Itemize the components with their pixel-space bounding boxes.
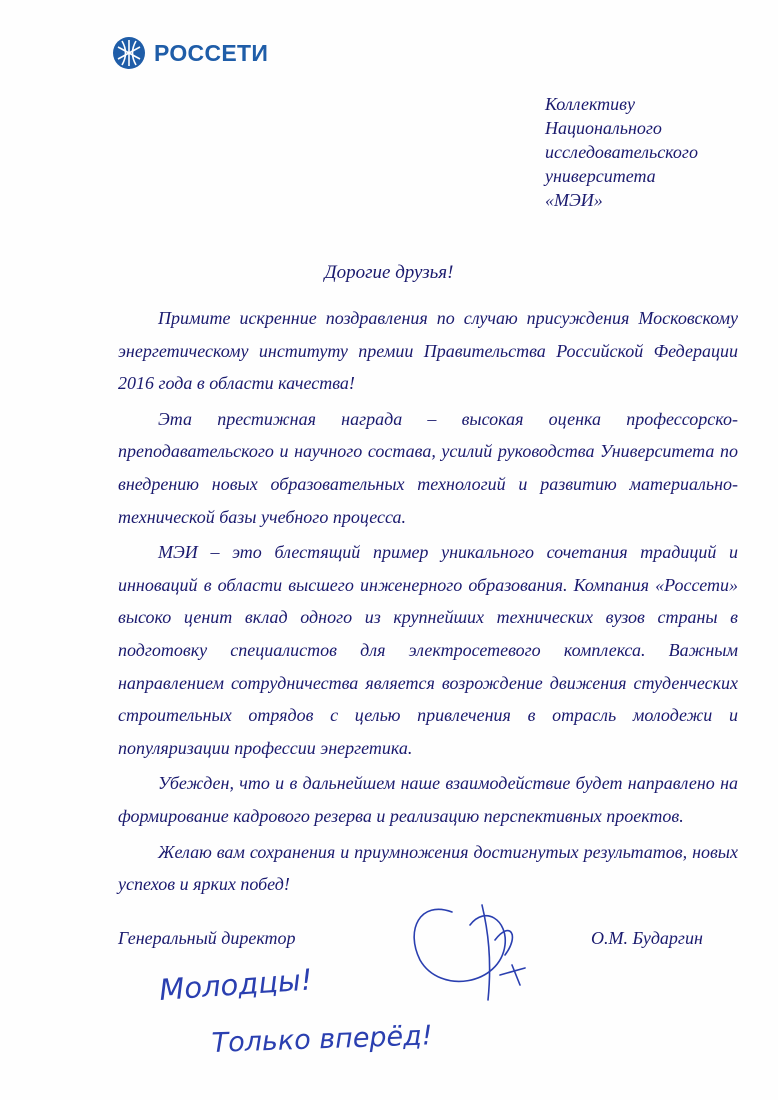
greeting: Дорогие друзья! [324,262,454,283]
company-logo [112,36,268,70]
body-paragraph: МЭИ – это блестящий пример уникального сочетания традиций и инноваций в области высшего инженерного образования. Компания «Россети» высоко ценит вклад одного из крупнейших технических вузов страны в подготовку специалистов для электросетевого комплекса. Важным направлением сотрудничества является возрождение движения студенческих строительных отрядов с целью привлечения в отрасль молодежи и популяризации профессии энергетика. [118,542,738,758]
addressee-line: Национального [545,118,662,138]
body-paragraph: Желаю вам сохранения и приумножения достигнутых результатов, новых успехов и ярких побед! [118,841,738,895]
addressee-line: Коллективу [545,94,635,114]
addressee-block [545,92,698,212]
body-paragraph: Убежден, что и в дальнейшем наше взаимодействие будет направлено на формирование кадрового резерва и реализацию перспективных проектов. [118,773,738,826]
signatory-title: Генеральный директор [118,928,296,948]
addressee-line: «МЭИ» [545,190,603,210]
signatory-name: О.М. Бударгин [591,928,703,948]
body-paragraph: Примите искренние поздравления по случаю присуждения Московскому энергетическому институту премии Правительства Российской Федерации 2016 года в области качества! [118,308,738,394]
handwritten-note-line-1: Молодцы! [158,962,314,1007]
logo-text: РОССЕТИ [154,39,269,66]
letter-body [118,302,738,904]
handwritten-signature [414,905,525,1000]
addressee-line: исследовательского [545,142,698,162]
handwritten-note-line-2: Только вперёд! [211,1020,434,1059]
addressee-line: университета [545,166,656,186]
body-paragraph: Эта престижная награда – высокая оценка профессорско-преподавательского и научного состава, усилий руководства Университета по внедрению новых образовательных технологий и развитию материально-технической базы учебного процесса. [118,408,738,527]
rosseti-emblem-icon [112,36,146,70]
